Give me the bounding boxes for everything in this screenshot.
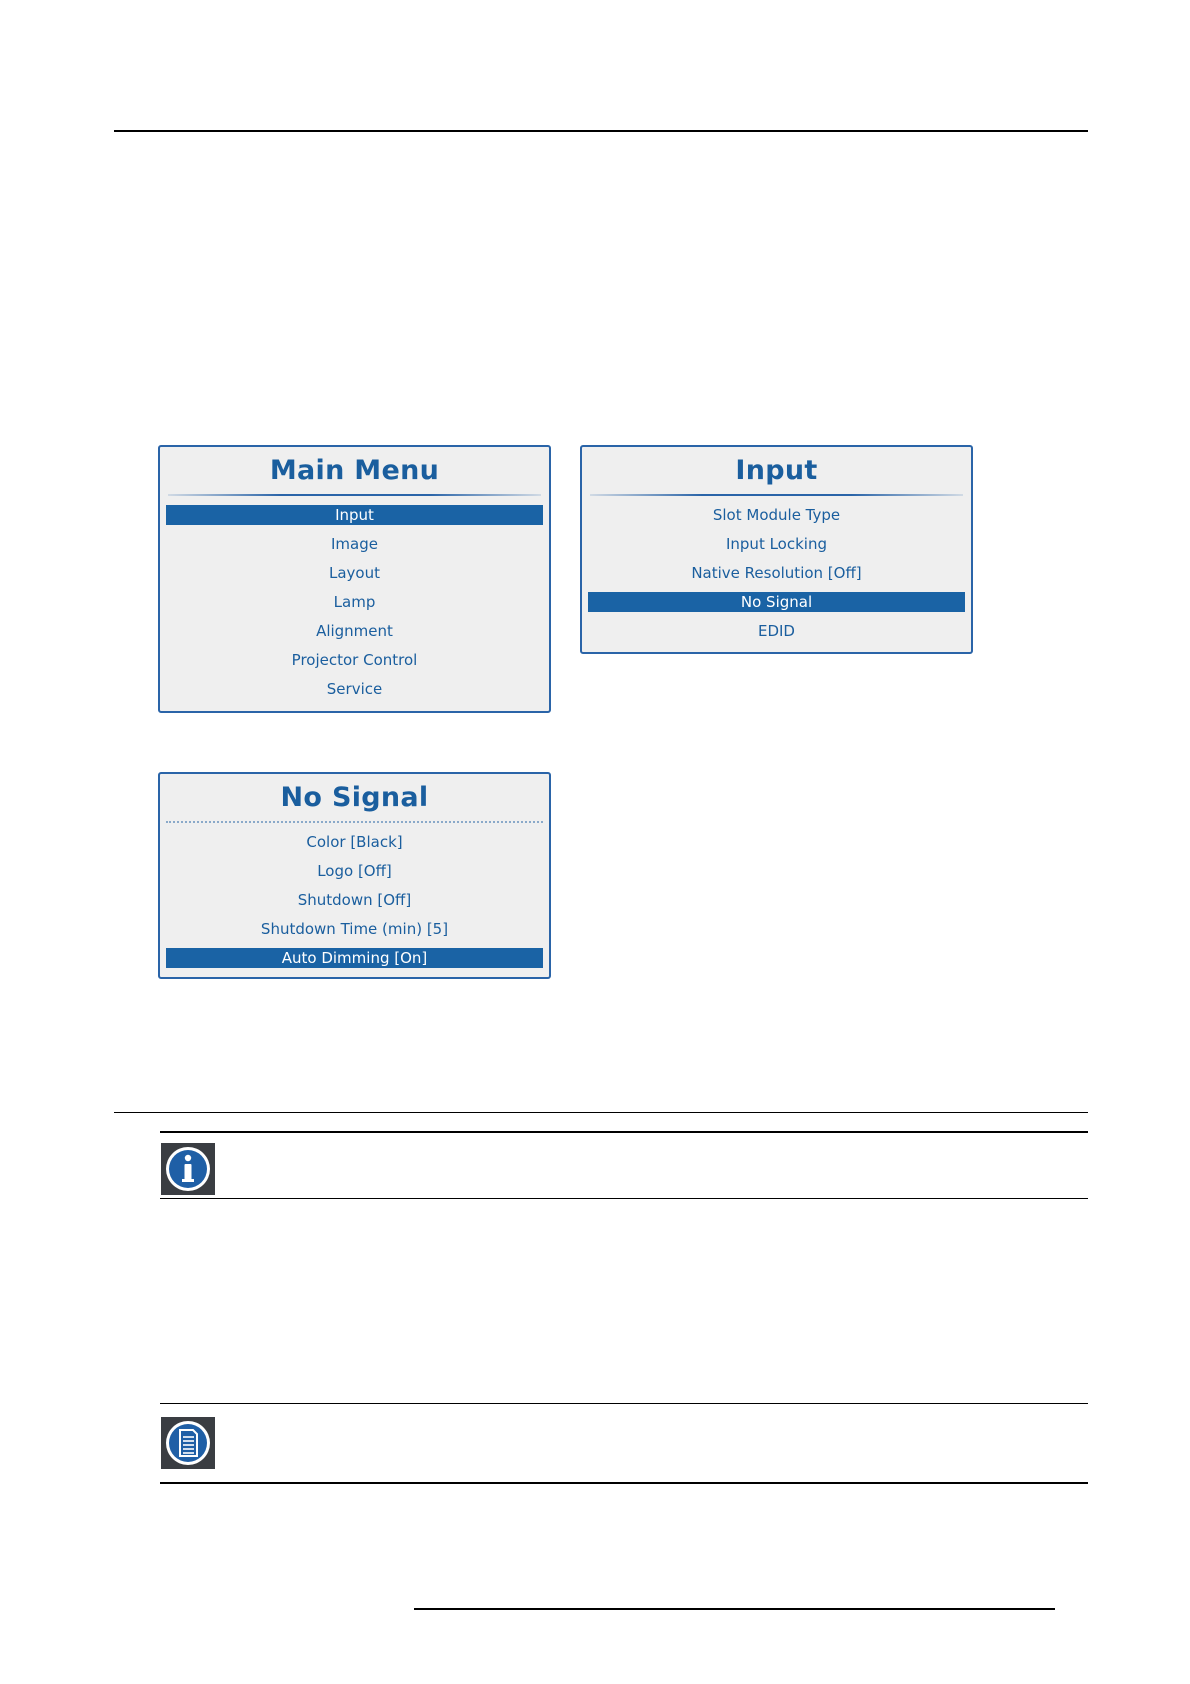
doc-note-bottom-rule: [160, 1482, 1088, 1484]
no-signal-menu-title: No Signal: [280, 782, 429, 813]
no-signal-menu-item-shutdown-time[interactable]: Shutdown Time (min) [5]: [260, 920, 449, 938]
no-signal-menu-item-auto-dimming[interactable]: Auto Dimming [On]: [166, 948, 543, 968]
main-menu-title: Main Menu: [269, 455, 440, 486]
main-menu-item-lamp[interactable]: Lamp: [333, 593, 376, 611]
main-menu-item-input[interactable]: Input: [166, 505, 543, 525]
main-menu-panel: [158, 445, 551, 713]
header-rule: [114, 130, 1088, 132]
no-signal-menu-panel: [158, 772, 551, 979]
no-signal-menu-title-divider: [166, 821, 543, 823]
input-menu-item-slot-module-type[interactable]: Slot Module Type: [712, 506, 841, 524]
main-menu-item-layout[interactable]: Layout: [329, 564, 380, 582]
note-document-icon: [161, 1417, 215, 1469]
main-menu-title-divider: [168, 494, 541, 496]
main-menu-item-service[interactable]: Service: [326, 680, 383, 698]
no-signal-menu-item-shutdown[interactable]: Shutdown [Off]: [297, 891, 412, 909]
footer-rule: [414, 1608, 1055, 1610]
input-menu-item-native-resolution[interactable]: Native Resolution [Off]: [691, 564, 862, 582]
input-menu-item-input-locking[interactable]: Input Locking: [725, 535, 827, 553]
input-menu-panel: [580, 445, 973, 654]
input-menu-title-divider: [590, 494, 963, 496]
input-menu-item-no-signal[interactable]: No Signal: [588, 592, 965, 612]
info-note-bottom-rule: [160, 1198, 1088, 1199]
input-menu-item-edid[interactable]: EDID: [757, 622, 795, 640]
input-menu-title: Input: [735, 455, 818, 486]
section-rule: [114, 1112, 1088, 1113]
main-menu-item-image[interactable]: Image: [331, 535, 378, 553]
info-note-top-rule: [160, 1131, 1088, 1133]
no-signal-menu-item-logo[interactable]: Logo [Off]: [317, 862, 392, 880]
no-signal-menu-item-color[interactable]: Color [Black]: [306, 833, 403, 851]
main-menu-item-alignment[interactable]: Alignment: [316, 622, 393, 640]
main-menu-item-projector-control[interactable]: Projector Control: [291, 651, 418, 669]
doc-note-top-rule: [160, 1403, 1088, 1404]
info-icon: [161, 1143, 215, 1195]
